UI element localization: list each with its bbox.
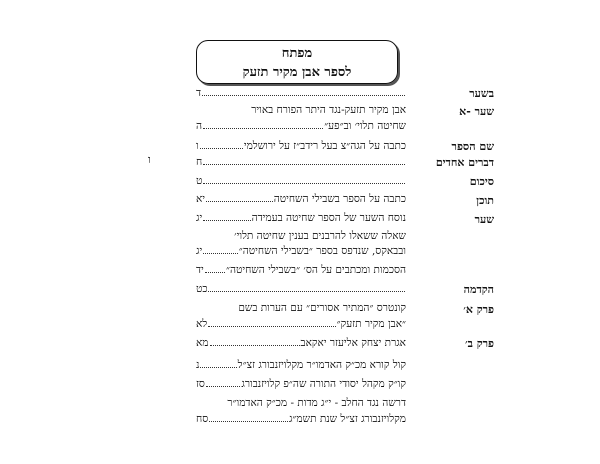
toc-page: סז [196, 378, 205, 390]
toc-label: שם הספר [451, 140, 494, 153]
leader-dots [203, 247, 238, 254]
toc-row[interactable] [196, 120, 406, 132]
toc-row[interactable] [196, 193, 406, 205]
leader-dots [209, 415, 288, 422]
toc-text-cont: שחיטה תלוי׳ וב״פע״ [324, 120, 406, 132]
toc-text: כתבה על הגה״צ בעל רידב״ז על ירושלמי [243, 140, 406, 152]
toc-row[interactable] [196, 378, 406, 390]
leader-dots [205, 266, 225, 273]
leader-dots [206, 380, 241, 387]
toc-page: סח [196, 413, 209, 425]
leader-dots [208, 320, 335, 327]
toc-row[interactable] [196, 413, 406, 425]
toc-label: בשער [469, 87, 494, 100]
toc-page: ד [196, 87, 202, 99]
leader-dots [203, 122, 323, 129]
toc-row[interactable] [196, 140, 406, 152]
toc-text-cont: מקלויזנבורג זצ״ל שנת תשמ״ג [288, 413, 406, 425]
toc-page: יג [196, 245, 203, 257]
toc-label: סיכום [469, 175, 494, 188]
toc-row[interactable] [196, 283, 406, 295]
toc-label: דברים אחדים [435, 156, 494, 169]
margin-mark: ו [148, 153, 151, 166]
toc-text: כתבה על הספר בשבילי השחיטה [273, 193, 406, 205]
toc-text-cont: ובבאקס, שנדפס בספר ״בשבילי השחיטה״ [238, 245, 406, 257]
leader-dots [206, 195, 273, 202]
toc-label: שער [474, 213, 494, 226]
toc-label: הקדמה [463, 283, 494, 296]
toc-text: אגרת יצחק אליעזר יאקאב [300, 337, 406, 349]
title-line-2: לספר אבן מקיר תזעק [242, 65, 352, 80]
title-box [196, 40, 398, 84]
toc-page: לא [196, 318, 208, 330]
leader-dots [200, 142, 243, 149]
toc-page: ו [196, 140, 199, 152]
toc-text-cont: ״אבן מקיר תזעק״ [336, 318, 406, 330]
leader-dots [203, 177, 405, 184]
toc-row[interactable] [196, 318, 406, 330]
title-line-1: מפתח [281, 46, 313, 61]
toc-page: ה [196, 120, 203, 132]
toc-text: דרשה נגד החלב - י״ג מדות - מכ״ק האדמו״ר [227, 397, 406, 409]
leader-dots [203, 158, 405, 165]
toc-label: פרק א׳ [463, 303, 494, 316]
toc-text: קו״ק מקהל יסודי התורה שה״פ קלויזנבורג [241, 378, 406, 390]
toc-label: פרק ב׳ [465, 337, 494, 350]
toc-row[interactable] [196, 359, 406, 371]
toc-row[interactable] [196, 212, 406, 224]
toc-page: יד [196, 264, 204, 276]
toc-row[interactable] [196, 245, 406, 257]
toc-page: יא [196, 193, 206, 205]
toc-page: יג [196, 212, 203, 224]
toc-page: מא [196, 337, 209, 349]
leader-dots [210, 339, 300, 346]
toc-row[interactable] [196, 156, 406, 168]
toc-label: תוכן [476, 194, 494, 207]
toc-page: כט [196, 283, 208, 295]
toc-text: קול קורא מכ״ק האדמו״ר מקלויזנבורג זצ״ל [237, 359, 406, 371]
toc-text: הסכמות ומכתבים על הס׳ ״בשבילי השחיטה״ [225, 264, 406, 276]
toc-page: נ [196, 359, 200, 371]
leader-dots [203, 214, 250, 221]
toc-label: שער -א [459, 105, 494, 118]
toc-row[interactable] [196, 264, 406, 276]
toc-text: אבן מקיר תזעק-נגד היתר הפורח באויר [251, 104, 406, 116]
toc-page: ט [196, 175, 203, 187]
toc-row[interactable] [196, 337, 406, 349]
toc-text: קונטרס ״המתיר אסורים״ עם הערות בשם [238, 302, 406, 314]
toc-page: ח [196, 156, 203, 168]
toc-row[interactable] [196, 87, 406, 99]
toc-text: שאלה ששאלו להרבנים בענין שחיטה תלוי׳ [234, 230, 406, 242]
leader-dots [200, 361, 236, 368]
toc-row[interactable] [196, 175, 406, 187]
leader-dots [202, 89, 405, 96]
leader-dots [208, 285, 405, 292]
toc-text: נוסח השער של הספר שחיטה בעמידה [251, 212, 406, 224]
